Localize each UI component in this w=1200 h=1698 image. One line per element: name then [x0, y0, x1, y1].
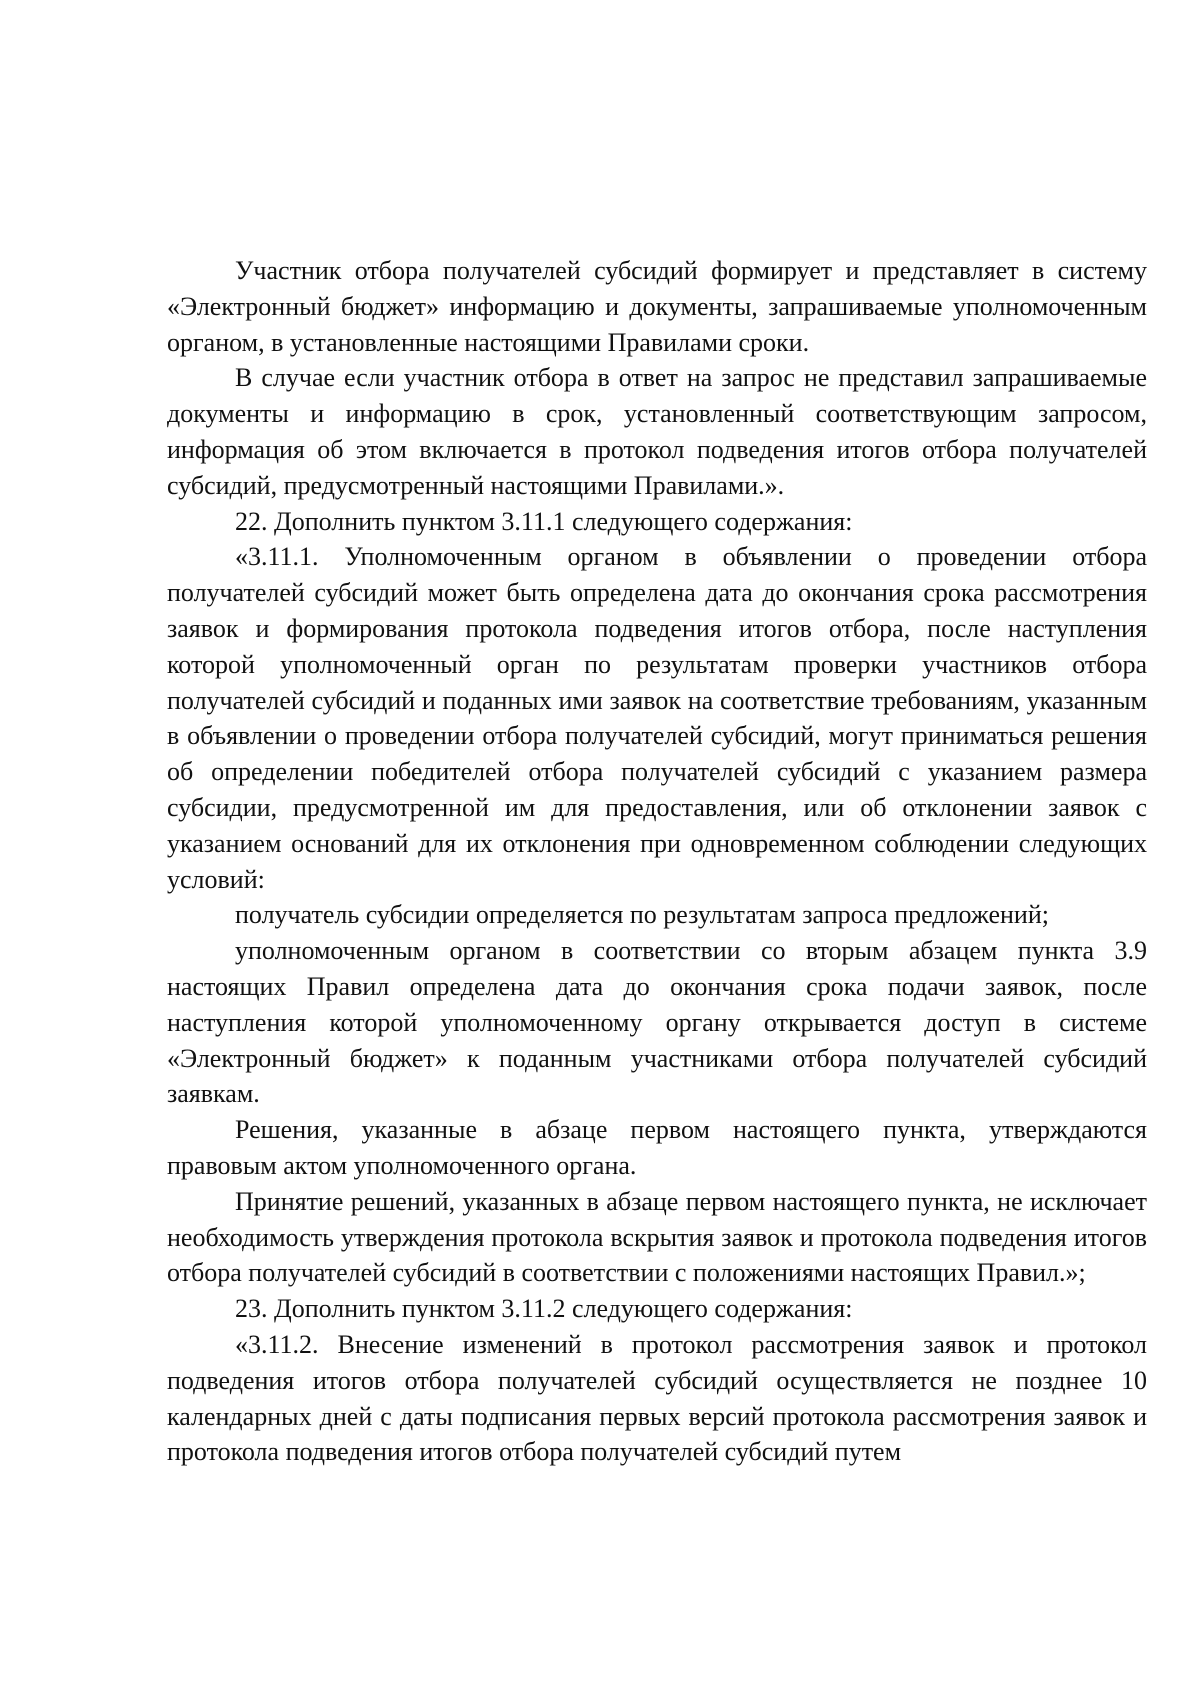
paragraph-4: «3.11.1. Уполномоченным органом в объявлении о проведении отбора получателей субсидий может быть определена дата до окончания срока рассмотрения заявок и формирования протокола подведения итогов отбора, после наступления которой уполномоченный орган по результатам проверки участников отбора получателей субсидий и поданных ими заявок на соответствие требованиям, указанным в объявлении о проведении отбора получателей субсидий, могут приниматься решения об определении победителей отбора получателей субсидий с указанием размера субсидии, предусмотренной им для предоставления, или об отклонении заявок с указанием оснований для их отклонения при одновременном соблюдении следующих условий: — [167, 542, 1147, 894]
paragraph-2: В случае если участник отбора в ответ на запрос не представил запрашиваемые документы и информацию в срок, установленный соответствующим запросом, информация об этом включается в протокол подведения итогов отбора получателей субсидий, предусмотренный настоящими Правилами.». — [167, 363, 1147, 500]
paragraph-1: Участник отбора получателей субсидий формирует и представляет в систему «Электронный бюджет» информацию и документы, запрашиваемые уполномоченным органом, в установленные настоящими Правилами сроки. — [167, 256, 1147, 357]
paragraph-7: Решения, указанные в абзаце первом настоящего пункта, утверждаются правовым актом уполномоченного органа. — [167, 1115, 1147, 1180]
document-body — [167, 253, 1147, 1470]
paragraph-8: Принятие решений, указанных в абзаце первом настоящего пункта, не исключает необходимость утверждения протокола вскрытия заявок и протокола подведения итогов отбора получателей субсидий в соответствии с положениями настоящих Правил.»; — [167, 1186, 1147, 1288]
paragraph-10: «3.11.2. Внесение изменений в протокол рассмотрения заявок и протокол подведения итогов отбора получателей субсидий осуществляется не позднее 10 календарных дней с даты подписания первых версий протокола рассмотрения заявок и протокола подведения итогов отбора получателей субсидий путем — [167, 1329, 1147, 1467]
paragraph-9: 23. Дополнить пунктом 3.11.2 следующего содержания: — [235, 1294, 853, 1324]
paragraph-3: 22. Дополнить пунктом 3.11.1 следующего содержания: — [235, 506, 853, 536]
paragraph-5: получатель субсидии определяется по результатам запроса предложений; — [235, 900, 1049, 930]
paragraph-6: уполномоченным органом в соответствии со вторым абзацем пункта 3.9 настоящих Правил определена дата до окончания срока подачи заявок, после наступления которой уполномоченному органу открывается доступ в системе «Электронный бюджет» к поданным участниками отбора получателей субсидий заявкам. — [167, 936, 1147, 1109]
